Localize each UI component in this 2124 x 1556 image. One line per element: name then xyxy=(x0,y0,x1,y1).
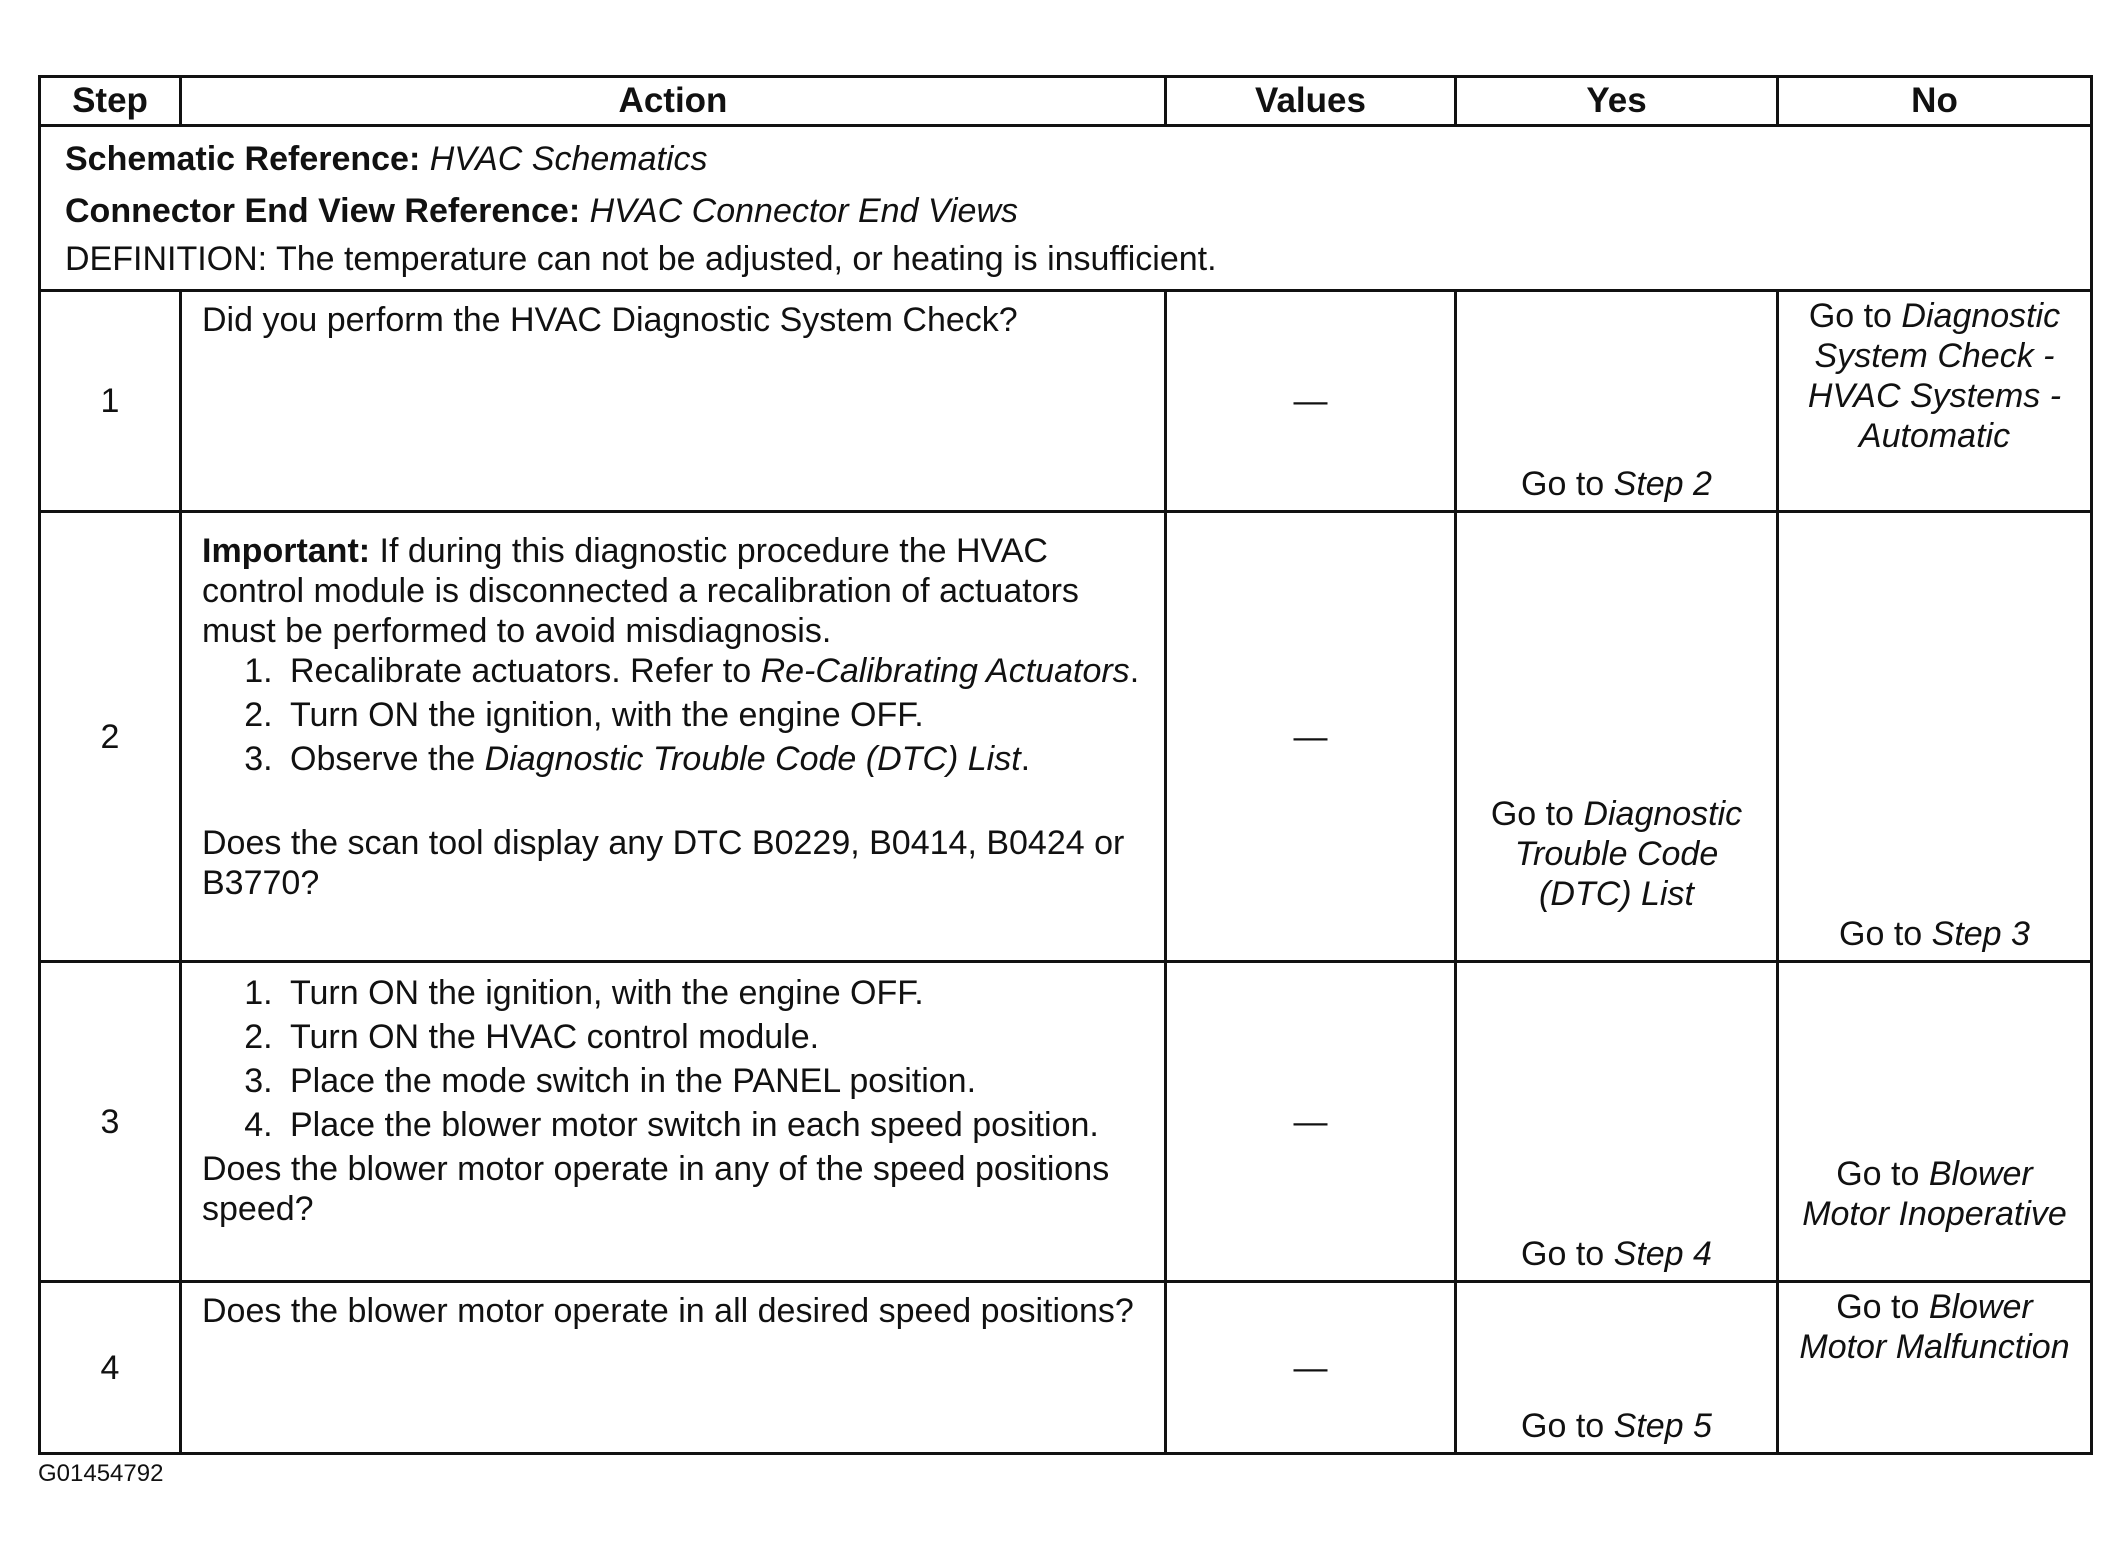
header-no: No xyxy=(1778,77,2092,126)
list-item xyxy=(282,651,1150,691)
yes-prefix: Go to xyxy=(1521,1235,1614,1273)
yes-prefix: Go to xyxy=(1521,1407,1614,1445)
connector-reference xyxy=(65,185,2068,237)
yes-link[interactable]: Step 2 xyxy=(1613,465,1712,503)
list-item xyxy=(282,739,1150,779)
item-text-end: . xyxy=(1129,652,1140,690)
schematic-reference-link[interactable]: HVAC Schematics xyxy=(429,140,708,178)
list-item: 2. Turn ON the ignition, with the engine OFF. xyxy=(282,695,1150,735)
no-link[interactable]: Step 3 xyxy=(1931,915,2030,953)
schematic-reference xyxy=(65,133,2068,185)
yes-cell xyxy=(1456,1282,1778,1454)
no-cell xyxy=(1778,291,2092,512)
step-number: 1 xyxy=(40,291,181,512)
procedure-list xyxy=(202,973,1150,1145)
yes-prefix: Go to xyxy=(1490,795,1584,833)
header-yes: Yes xyxy=(1456,77,1778,126)
definition-text: DEFINITION: The temperature can not be adjusted, or heating is insufficient. xyxy=(65,240,1217,278)
header-step: Step xyxy=(40,77,181,126)
table-row xyxy=(40,512,2092,962)
no-link[interactable]: Diagnostic System Check - HVAC Systems - Automatic xyxy=(1807,297,2062,455)
no-cell xyxy=(1778,962,2092,1282)
item-text-end: . xyxy=(1020,740,1031,778)
no-prefix: Go to xyxy=(1836,1155,1929,1193)
no-cell xyxy=(1778,512,2092,962)
values-cell: — xyxy=(1166,1282,1456,1454)
values-cell: — xyxy=(1166,291,1456,512)
action-question: Did you perform the HVAC Diagnostic System Check? xyxy=(202,301,1018,339)
connector-reference-label: Connector End View Reference: xyxy=(65,192,581,230)
action-question: Does the blower motor operate in all desired speed positions? xyxy=(202,1292,1134,1330)
yes-link[interactable]: Diagnostic Trouble Code (DTC) List xyxy=(1514,795,1743,913)
action-cell xyxy=(181,291,1166,512)
spacer xyxy=(202,783,1150,823)
list-item: 3. Place the mode switch in the PANEL position. xyxy=(282,1061,1150,1101)
reference-cell xyxy=(40,126,2092,291)
item-text: Observe the xyxy=(290,740,485,778)
procedure-list xyxy=(202,651,1150,779)
yes-link[interactable]: Step 4 xyxy=(1613,1235,1712,1273)
no-prefix: Go to xyxy=(1808,297,1902,335)
step-number: 4 xyxy=(40,1282,181,1454)
important-text: If during this diagnostic procedure the HVAC control module is disconnected a recalibration of actuators must be performed to avoid misdiagnosis. xyxy=(202,532,1079,650)
no-link[interactable]: Blower Motor Inoperative xyxy=(1802,1155,2067,1233)
values-cell: — xyxy=(1166,512,1456,962)
yes-cell xyxy=(1456,962,1778,1282)
table-row xyxy=(40,1282,2092,1454)
header-values: Values xyxy=(1166,77,1456,126)
yes-cell xyxy=(1456,512,1778,962)
action-cell xyxy=(181,512,1166,962)
action-cell xyxy=(181,962,1166,1282)
yes-prefix: Go to xyxy=(1521,465,1614,503)
reference-row xyxy=(40,126,2092,291)
item-text: Recalibrate actuators. Refer to xyxy=(290,652,761,690)
connector-reference-link[interactable]: HVAC Connector End Views xyxy=(589,192,1018,230)
schematic-reference-label: Schematic Reference: xyxy=(65,140,421,178)
values-cell: — xyxy=(1166,962,1456,1282)
action-question: Does the scan tool display any DTC B0229, B0414, B0424 or B3770? xyxy=(202,824,1125,902)
no-prefix: Go to xyxy=(1836,1288,1929,1326)
action-question: Does the blower motor operate in any of the speed positions speed? xyxy=(202,1150,1110,1228)
table-header-row xyxy=(40,77,2092,126)
important-label: Important: xyxy=(202,532,371,570)
yes-cell xyxy=(1456,291,1778,512)
action-cell xyxy=(181,1282,1166,1454)
no-link[interactable]: Blower Motor Malfunction xyxy=(1799,1288,2070,1366)
diagnostic-table xyxy=(38,75,2093,1455)
list-item: 1. Turn ON the ignition, with the engine OFF. xyxy=(282,973,1150,1013)
no-cell xyxy=(1778,1282,2092,1454)
table-row xyxy=(40,291,2092,512)
dtc-list-link[interactable]: Diagnostic Trouble Code (DTC) List xyxy=(484,740,1021,778)
figure-id: G01454792 xyxy=(38,1460,164,1487)
step-number: 2 xyxy=(40,512,181,962)
recalibrating-actuators-link[interactable]: Re-Calibrating Actuators xyxy=(760,652,1130,690)
table-row xyxy=(40,962,2092,1282)
no-prefix: Go to xyxy=(1839,915,1932,953)
important-note xyxy=(202,531,1150,651)
header-action: Action xyxy=(181,77,1166,126)
list-item: 4. Place the blower motor switch in each speed position. xyxy=(282,1105,1150,1145)
step-number: 3 xyxy=(40,962,181,1282)
list-item: 2. Turn ON the HVAC control module. xyxy=(282,1017,1150,1057)
yes-link[interactable]: Step 5 xyxy=(1613,1407,1712,1445)
